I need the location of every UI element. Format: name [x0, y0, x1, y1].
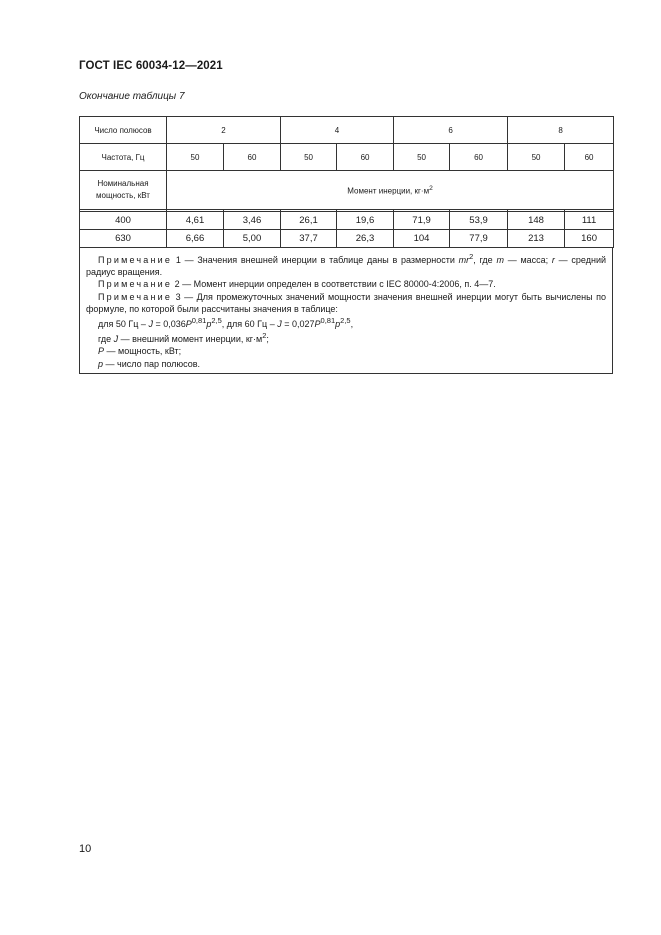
- frequency-cell: 60: [337, 144, 394, 171]
- value-cell: 19,6: [337, 212, 394, 230]
- value-cell: 77,9: [450, 230, 508, 248]
- moment-label: Момент инерции, кг·м: [347, 186, 430, 196]
- note-label: Примечание: [98, 255, 173, 265]
- superscript: 2: [469, 252, 474, 261]
- superscript: 2: [262, 331, 267, 341]
- poles-cell: 2: [167, 117, 281, 144]
- where-text: где: [98, 334, 114, 345]
- power-cell: 630: [80, 230, 167, 248]
- note-text: 2 — Момент инерции определен в соответствии с IEC 80000-4:2006, п. 4—7.: [172, 279, 496, 290]
- value-cell: 5,00: [224, 230, 281, 248]
- value-cell: 6,66: [167, 230, 224, 248]
- table-row: [80, 230, 614, 248]
- inertia-table: [79, 116, 614, 248]
- formula-text: для 50 Гц –: [98, 319, 149, 330]
- value-cell: 111: [565, 212, 614, 230]
- where-text: ;: [266, 334, 269, 345]
- frequency-cell: 50: [281, 144, 337, 171]
- frequency-label: Частота, Гц: [80, 144, 167, 171]
- formula-text: , для 60 Гц –: [221, 319, 278, 330]
- value-cell: 53,9: [450, 212, 508, 230]
- symbol: J: [113, 334, 119, 345]
- symbol: J: [148, 319, 153, 330]
- symbol: P: [185, 319, 192, 330]
- where-line-2: [86, 345, 606, 357]
- note-3: [86, 291, 606, 315]
- value-cell: 37,7: [281, 230, 337, 248]
- poles-row: [80, 117, 614, 144]
- superscript: 0,81: [320, 316, 336, 326]
- symbol: p: [206, 319, 212, 330]
- document-title: ГОСТ IEC 60034-12—2021: [79, 60, 223, 72]
- note-2: [86, 278, 606, 290]
- frequency-cell: 50: [167, 144, 224, 171]
- superscript: 2,5: [211, 316, 222, 326]
- where-text: — внешний момент инерции, кг·м: [118, 334, 263, 345]
- formula-text: = 0,036: [152, 319, 186, 330]
- power-label: Номинальная мощность, кВт: [80, 171, 167, 210]
- formula-text: = 0,027: [281, 319, 315, 330]
- where-text: — мощность, кВт;: [104, 346, 182, 357]
- note-text: 1 — Значения внешней инерции в таблице даны в размерности: [172, 255, 459, 265]
- value-cell: 71,9: [394, 212, 450, 230]
- poles-cell: 8: [508, 117, 614, 144]
- frequency-cell: 60: [565, 144, 614, 171]
- symbol: r: [551, 255, 555, 265]
- symbol: P: [314, 319, 321, 330]
- note-label: Примечание: [98, 291, 173, 302]
- value-cell: 26,1: [281, 212, 337, 230]
- note-1: [86, 251, 606, 278]
- poles-cell: 4: [281, 117, 394, 144]
- symbol: m: [496, 255, 504, 265]
- frequency-cell: 50: [394, 144, 450, 171]
- value-cell: 4,61: [167, 212, 224, 230]
- table-notes: [79, 248, 613, 374]
- where-line-3: [86, 358, 606, 370]
- frequency-row: [80, 144, 614, 171]
- value-cell: 3,46: [224, 212, 281, 230]
- frequency-cell: 60: [224, 144, 281, 171]
- symbol: p: [98, 358, 104, 369]
- superscript: 0,81: [191, 316, 207, 326]
- note-text: , где: [473, 255, 497, 265]
- moment-unit-superscript: 2: [429, 184, 433, 192]
- inertia-table-container: [79, 116, 613, 374]
- page-number: 10: [79, 843, 92, 855]
- frequency-cell: 60: [450, 144, 508, 171]
- note-text: 3 — Для промежуточных значений мощности значения внешней инерции могут быть вычислены по формуле, по которой были рассчитаны значения в таблице:: [86, 291, 606, 314]
- moment-label-cell: [167, 171, 614, 210]
- value-cell: 160: [565, 230, 614, 248]
- poles-label: Число полюсов: [80, 117, 167, 144]
- symbol: P: [98, 346, 105, 357]
- poles-cell: 6: [394, 117, 508, 144]
- superscript: 2,5: [340, 316, 351, 326]
- where-text: — число пар полюсов.: [103, 358, 201, 369]
- table-row: [80, 212, 614, 230]
- table-caption: Окончание таблицы 7: [79, 91, 185, 102]
- note-label: Примечание: [98, 279, 173, 290]
- value-cell: 213: [508, 230, 565, 248]
- value-cell: 104: [394, 230, 450, 248]
- formula-text: ,: [350, 319, 354, 330]
- power-cell: 400: [80, 212, 167, 230]
- value-cell: 148: [508, 212, 565, 230]
- symbol: p: [335, 319, 341, 330]
- value-cell: 26,3: [337, 230, 394, 248]
- symbol: mr: [458, 255, 470, 265]
- header-row: [80, 171, 614, 210]
- where-line-1: [86, 330, 606, 345]
- note-text: — средний радиус вращения.: [86, 255, 607, 278]
- note-text: — масса;: [503, 255, 552, 265]
- frequency-cell: 50: [508, 144, 565, 171]
- symbol: J: [277, 319, 282, 330]
- formula-line: [86, 315, 606, 330]
